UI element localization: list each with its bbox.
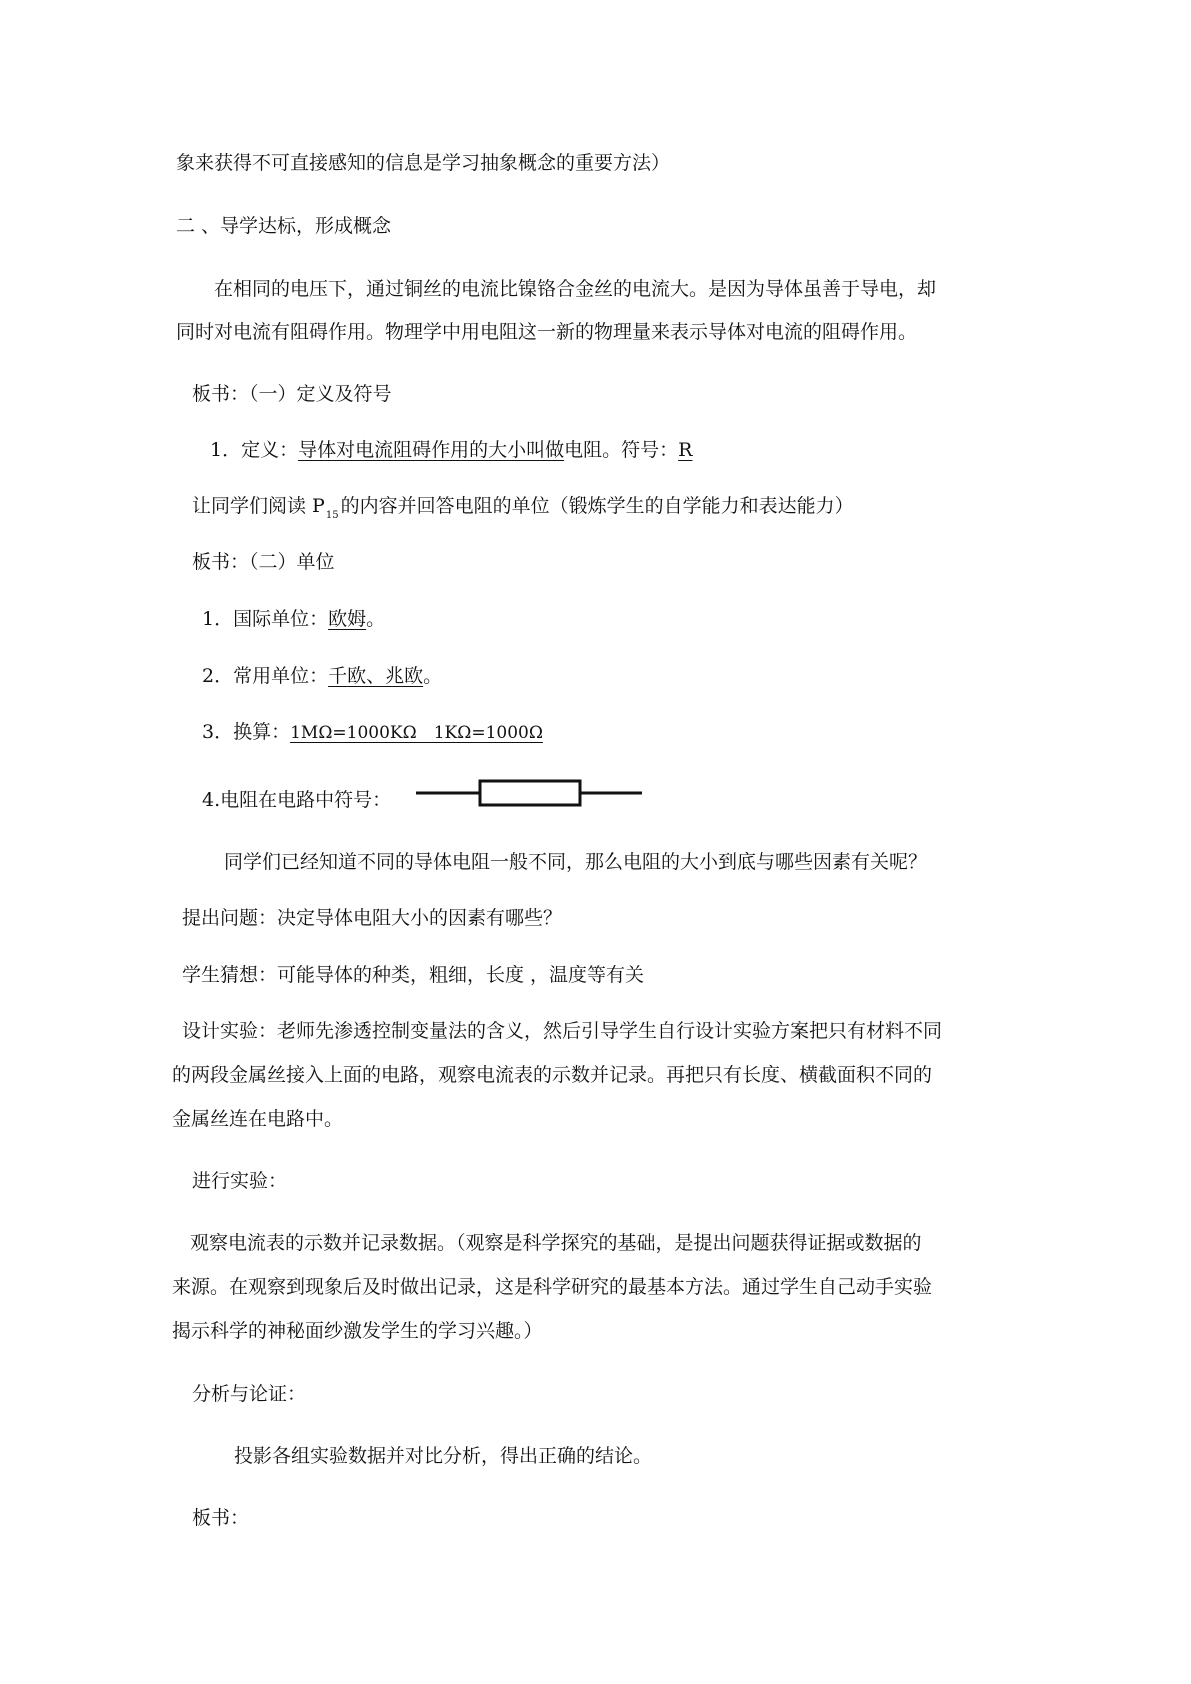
paragraph-line: 投影各组实验数据并对比分析，得出正确的结论。 <box>234 1445 653 1467</box>
reading-text-b: 的内容并回答电阻的单位（锻炼学生的自学能力和表达能力） <box>340 495 854 517</box>
paragraph-line: 观察电流表的示数并记录数据。（观察是科学探究的基础，是提出问题获得证据或数据的 <box>190 1232 922 1254</box>
definition-middle: 电阻。符号： <box>564 439 679 461</box>
reading-line <box>192 493 854 529</box>
paragraph-line: 进行实验： <box>192 1170 288 1192</box>
definition-underlined: 导体对电流阻碍作用的大小叫做 <box>298 439 565 461</box>
unit-value: 千欧、兆欧 <box>328 665 424 687</box>
paragraph-line: 同时对电流有阻碍作用。物理学中用电阻这一新的物理量来表示导体对电流的阻碍作用。 <box>176 321 918 343</box>
board-heading: 板书： <box>192 1507 250 1529</box>
board-heading: 板书：（一）定义及符号 <box>192 383 392 405</box>
paragraph-line: 象来获得不可直接感知的信息是学习抽象概念的重要方法） <box>176 152 671 174</box>
conversion-line <box>202 719 543 746</box>
resistor-symbol-icon <box>414 777 644 807</box>
definition-prefix: 1．定义： <box>210 439 299 461</box>
page-subscript: 15 <box>325 510 339 521</box>
paragraph-line: 设计实验：老师先渗透控制变量法的含义，然后引导学生自行设计实验方案把只有材料不同 <box>182 1020 943 1042</box>
unit-line <box>202 663 442 689</box>
conversion-value: 1MΩ=1000KΩ 1KΩ=1000Ω <box>290 723 543 743</box>
definition-line <box>210 437 692 463</box>
paragraph-line: 学生猜想：可能导体的种类，粗细，长度 ，温度等有关 <box>182 964 645 986</box>
paragraph-line: 同学们已经知道不同的导体电阻一般不同，那么电阻的大小到底与哪些因素有关呢？ <box>224 851 928 873</box>
conversion-prefix: 3．换算： <box>202 721 291 743</box>
section-heading: 二 、导学达标，形成概念 <box>176 215 392 237</box>
paragraph-line: 提出问题：决定导体电阻大小的因素有哪些？ <box>182 907 563 929</box>
paragraph-line: 在相同的电压下，通过铜丝的电流比镍铬合金丝的电流大。是因为导体虽善于导电，却 <box>214 278 937 300</box>
resistance-symbol: R <box>678 439 693 461</box>
unit-value: 欧姆 <box>328 608 367 630</box>
paragraph-line: 揭示科学的神秘面纱激发学生的学习兴趣。） <box>172 1320 543 1342</box>
paragraph-line: 来源。在观察到现象后及时做出记录，这是科学研究的最基本方法。通过学生自己动手实验 <box>172 1276 933 1298</box>
symbol-label: 4.电阻在电路中符号： <box>202 789 392 811</box>
unit-line <box>202 606 385 632</box>
board-heading: 板书：（二）单位 <box>192 551 335 573</box>
paragraph-line: 金属丝连在电路中。 <box>172 1108 344 1130</box>
unit-prefix: 2．常用单位： <box>202 665 329 687</box>
unit-prefix: 1．国际单位： <box>202 608 329 630</box>
paragraph-line: 分析与论证： <box>192 1383 307 1405</box>
unit-suffix: 。 <box>423 665 443 687</box>
unit-suffix: 。 <box>366 608 386 630</box>
reading-text-a: 让同学们阅读 P <box>192 495 325 517</box>
paragraph-line: 的两段金属丝接入上面的电路，观察电流表的示数并记录。再把只有长度、横截面积不同的 <box>172 1064 933 1086</box>
